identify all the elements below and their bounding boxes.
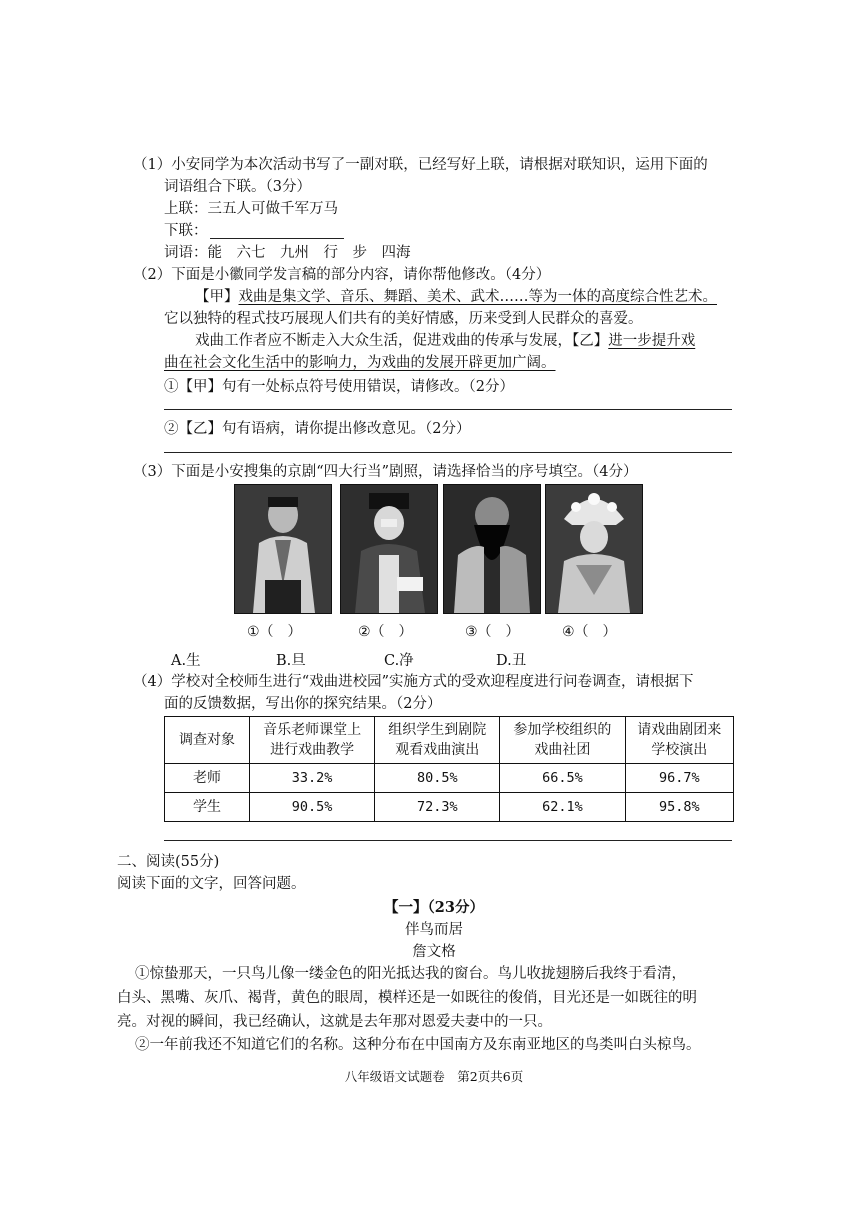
table-header-cell: 参加学校组织的 戏曲社团 (500, 717, 625, 764)
q2-sub1: ①【甲】句有一处标点符号使用错误，请修改。（2分） (164, 379, 514, 395)
q4-intro-line2: 面的反馈数据，写出你的探究结果。（2分） (164, 696, 442, 712)
photo-3-caption: ③（ ） (465, 624, 520, 640)
table-row (165, 793, 734, 822)
opera-figure-4-icon (546, 485, 642, 613)
table-row-label: 学生 (165, 793, 250, 822)
table-header-row (165, 717, 734, 764)
option-c: C.净 (384, 653, 414, 669)
q1-intro-line1: （1）小安同学为本次活动书写了一副对联，已经写好上联，请根据对联知识，运用下面的 (133, 157, 708, 173)
table-cell: 66.5% (500, 764, 625, 793)
option-a: A.生 (171, 653, 201, 669)
q2-sub2-answer-line[interactable] (164, 452, 732, 453)
q3-intro: （3）下面是小安搜集的京剧“四大行当”剧照，请选择恰当的序号填空。（4分） (133, 464, 638, 480)
table-header-cell: 组织学生到剧院 观看戏曲演出 (375, 717, 500, 764)
article-title: 伴鸟而居 (405, 922, 463, 938)
photo-2-caption: ②（ ） (358, 624, 413, 640)
photo-4-caption: ④（ ） (562, 624, 617, 640)
opera-photo-3 (443, 484, 541, 614)
table-cell: 62.1% (500, 793, 625, 822)
q1-intro-line2: 词语组合下联。（3分） (164, 179, 311, 195)
table-header-cell: 音乐老师课堂上 进行戏曲教学 (250, 717, 375, 764)
option-d: D.丑 (496, 653, 527, 669)
table-row-label: 老师 (165, 764, 250, 793)
q2-para1-line2: 它以独特的程式技巧展现人们共有的美好情感，历来受到人民群众的喜爱。 (164, 311, 643, 327)
q2-intro: （2）下面是小徽同学发言稿的部分内容，请你帮他修改。（4分） (133, 267, 551, 283)
q2-marker-jia: 【甲】 (195, 289, 239, 305)
opera-figure-3-icon (444, 485, 540, 613)
article-p1-line1: ①惊蛰那天，一只鸟儿像一缕金色的阳光抵达我的窗台。鸟儿收拢翅膀后我终于看清， (135, 966, 686, 982)
q1-lower-label: 下联： (164, 223, 208, 239)
table-corner-cell: 调查对象 (165, 717, 250, 764)
article-p2-line1: ②一年前我还不知道它们的名称。这种分布在中国南方及东南亚地区的鸟类叫白头椋鸟。 (135, 1037, 701, 1053)
opera-photo-1 (234, 484, 332, 614)
q4-intro-line1: （4）学校对全校师生进行“戏曲进校园”实施方式的受欢迎程度进行问卷调查，请根据下 (133, 674, 694, 690)
q2-para2-line1 (195, 331, 695, 351)
table-cell: 80.5% (375, 764, 500, 793)
option-b: B.旦 (276, 653, 306, 669)
article-p1-line3: 亮。对视的瞬间，我已经确认，这就是去年那对恩爱夫妻中的一只。 (117, 1014, 552, 1030)
opera-figure-1-icon (235, 485, 331, 613)
q1-upper-couplet: 上联：三五人可做千军万马 (164, 201, 338, 217)
table-cell: 95.8% (625, 793, 733, 822)
q4-answer-line[interactable] (164, 840, 732, 841)
q1-word-list: 词语：能 六七 九州 行 步 四海 (164, 245, 411, 261)
q2-sentence-jia: 戏曲是集文学、音乐、舞蹈、美术、武术……等为一体的高度综合性艺术。 (238, 289, 717, 305)
survey-table (164, 716, 734, 822)
table-cell: 90.5% (250, 793, 375, 822)
q2-sub2: ②【乙】句有语病，请你提出修改意见。（2分） (164, 421, 471, 437)
section2-title: 二、阅读(55分) (117, 854, 220, 870)
q1-answer-blank[interactable] (210, 238, 344, 239)
q2-sentence-yi-part1: 进一步提升戏 (608, 333, 696, 349)
opera-figure-2-icon (341, 485, 437, 613)
q2-sentence-yi-part2: 曲在社会文化生活中的影响力，为戏曲的发展开辟更加广阔。 (164, 355, 556, 371)
table-row (165, 764, 734, 793)
section2-instruction: 阅读下面的文字，回答问题。 (117, 876, 306, 892)
table-cell: 96.7% (625, 764, 733, 793)
page-footer: 八年级语文试题卷 第2页共6页 (344, 1069, 524, 1084)
table-cell: 33.2% (250, 764, 375, 793)
q2-para1-line1 (195, 287, 717, 307)
article-p1-line2: 白头、黑嘴、灰爪、褐背，黄色的眼周，模样还是一如既往的俊俏，目光还是一如既往的明 (117, 990, 697, 1006)
table-header-cell: 请戏曲剧团来 学校演出 (625, 717, 733, 764)
q2-sub1-answer-line[interactable] (164, 409, 732, 410)
q2-para2-lead: 戏曲工作者应不断走入大众生活，促进戏曲的传承与发展，【乙】 (195, 333, 609, 349)
photo-1-caption: ①（ ） (247, 624, 302, 640)
table-cell: 72.3% (375, 793, 500, 822)
opera-photo-2 (340, 484, 438, 614)
article-author: 詹文格 (412, 944, 456, 960)
opera-photo-4 (545, 484, 643, 614)
reading-part-label: 【一】（23分） (384, 899, 484, 916)
